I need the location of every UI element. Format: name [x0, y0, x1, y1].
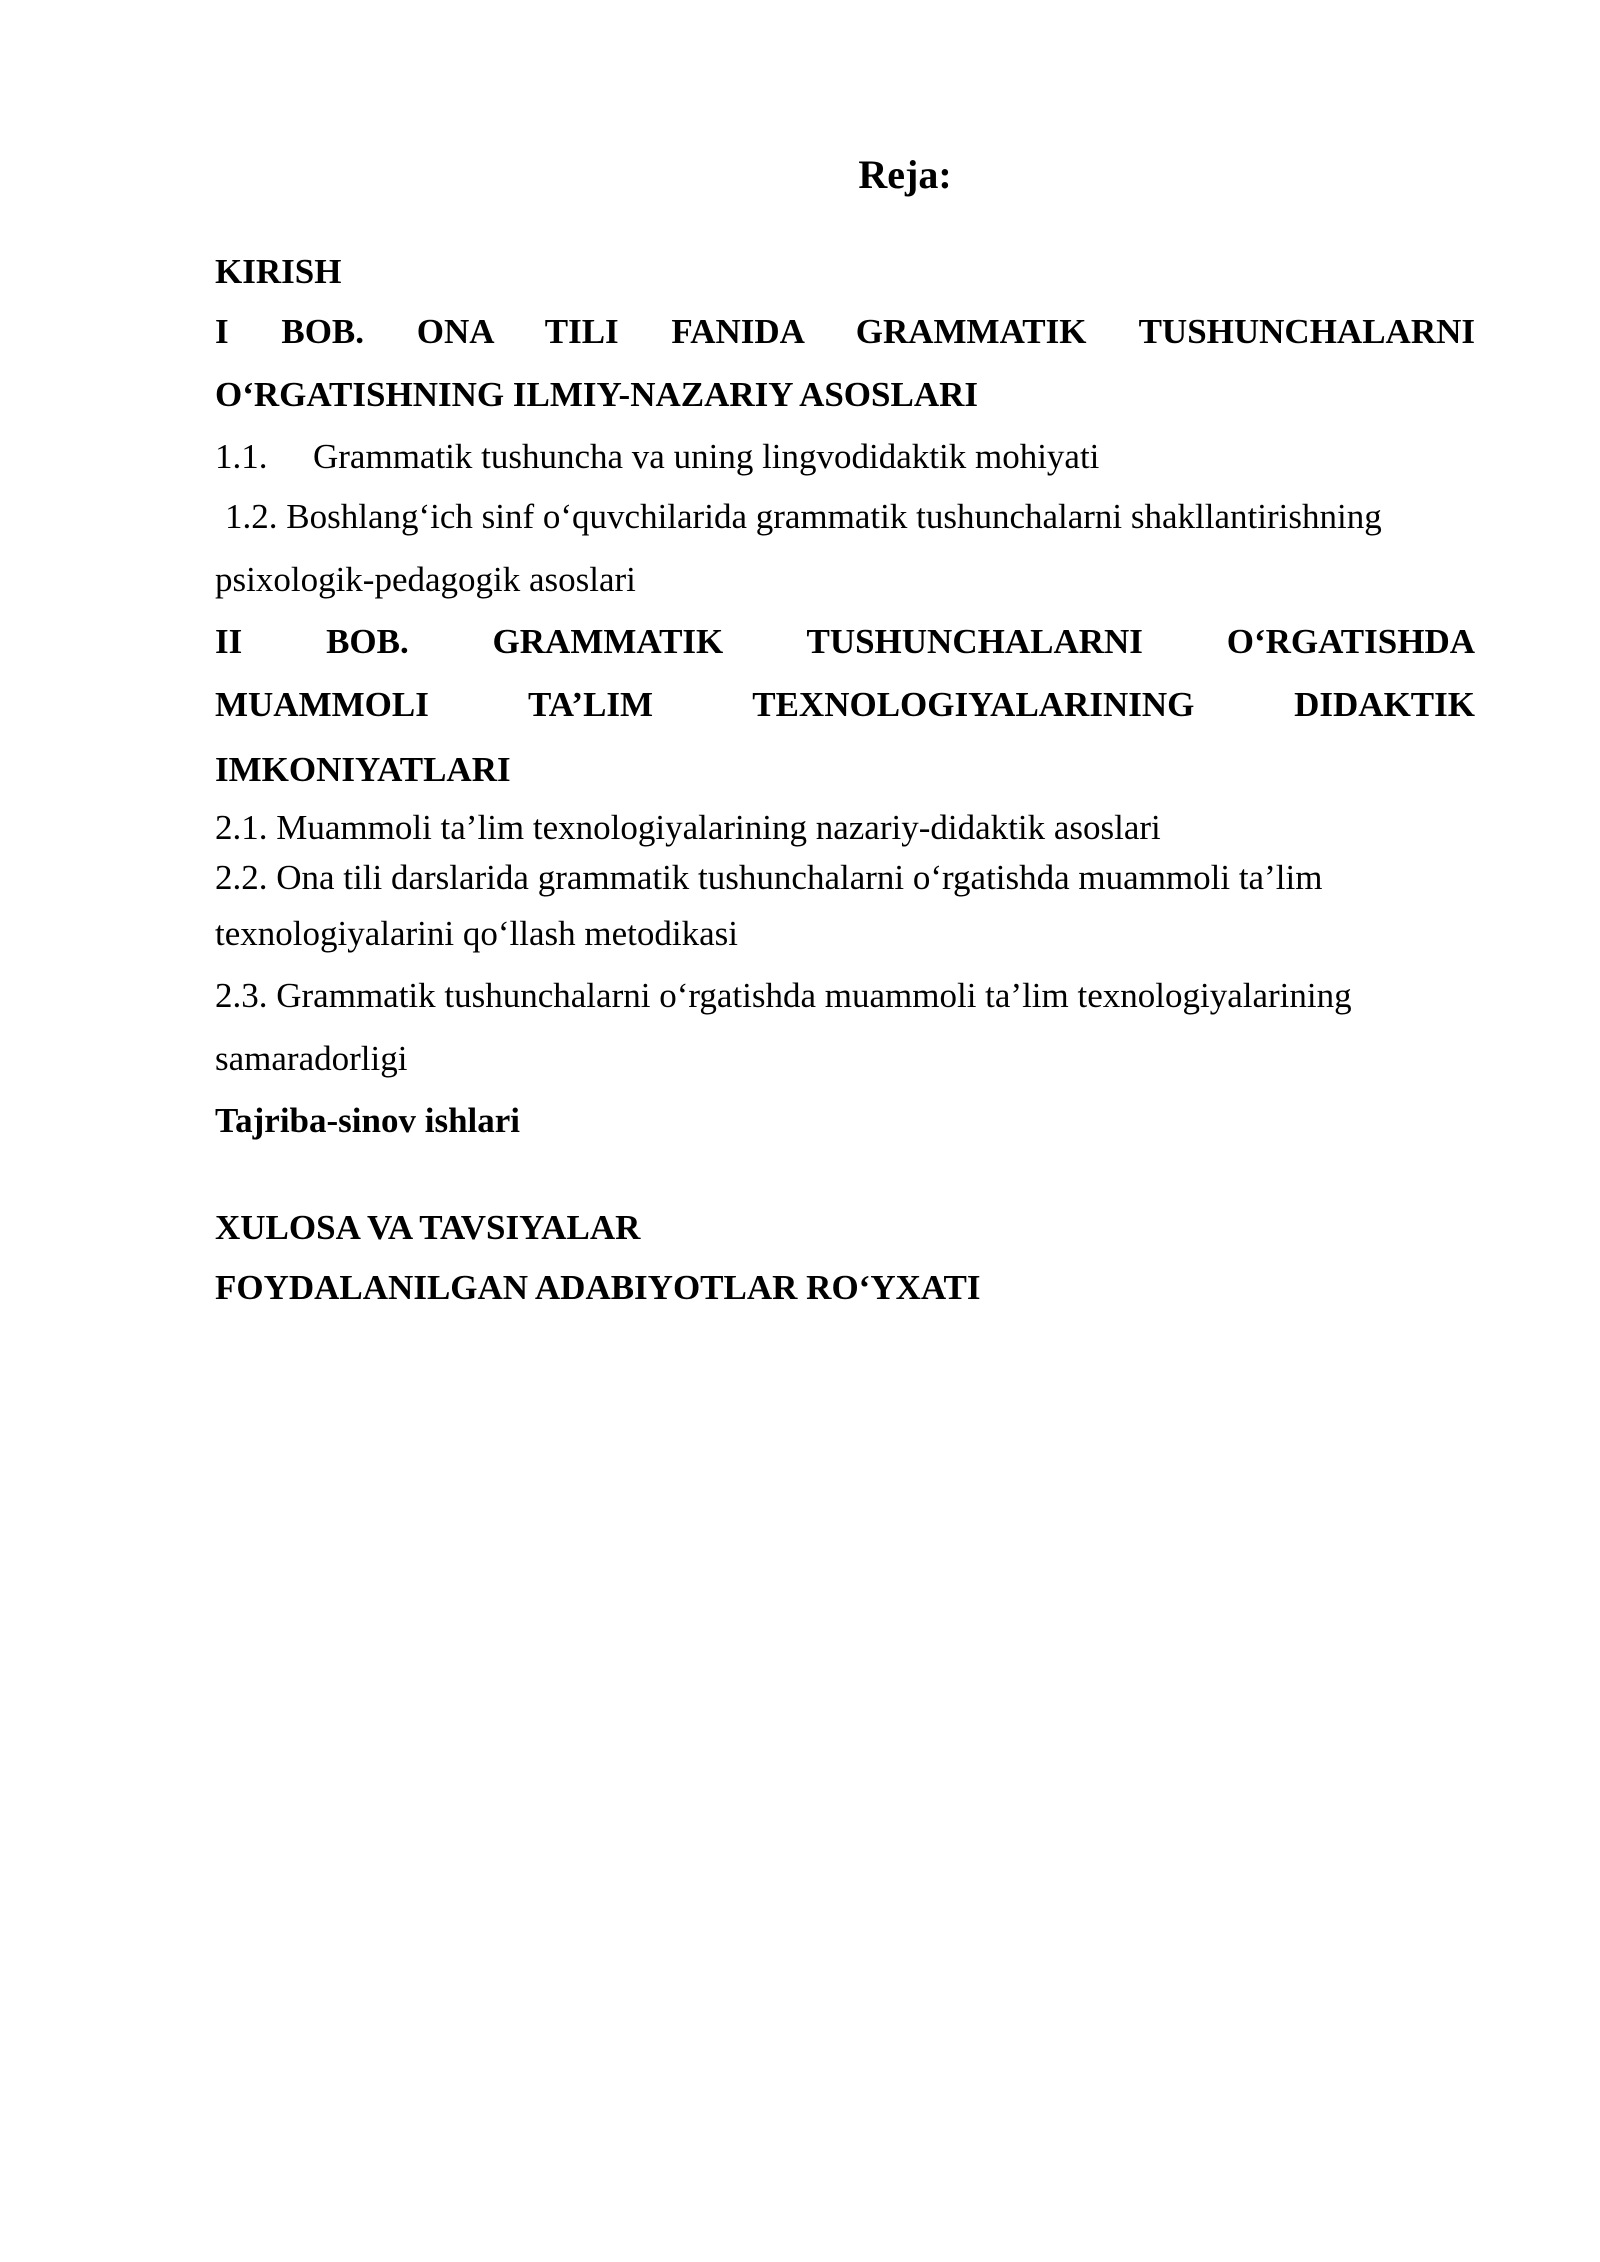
toc-section-1-2-line2: psixologik-pedagogik asoslari	[215, 560, 636, 599]
toc-experiment: Tajriba-sinov ishlari	[215, 1101, 521, 1140]
toc-kirish: KIRISH	[215, 252, 342, 291]
toc-chapter1-line1: I BOB. ONA TILI FANIDA GRAMMATIK TUSHUNCHALARNI	[215, 312, 1475, 351]
toc-conclusion: XULOSA VA TAVSIYALAR	[215, 1208, 641, 1247]
toc-chapter2-line3: IMKONIYATLARI	[215, 750, 511, 789]
toc-chapter2-line2: MUAMMOLI TA’LIM TEXNOLOGIYALARINING DIDAKTIK	[215, 685, 1475, 724]
spacer	[215, 1151, 1475, 1198]
toc-chapter2-line1: II BOB. GRAMMATIK TUSHUNCHALARNI O‘RGATISHDA	[215, 622, 1475, 661]
toc-section-2-3-line1: 2.3. Grammatik tushunchalarni o‘rgatishda muammoli ta’lim texnologiyalarining	[215, 976, 1352, 1015]
toc-references: FOYDALANILGAN ADABIYOTLAR RO‘YXATI	[215, 1268, 981, 1307]
toc-chapter1-line2: O‘RGATISHNING ILMIY-NAZARIY ASOSLARI	[215, 375, 979, 414]
toc-section-2-3-line2: samaradorligi	[215, 1039, 408, 1078]
section-number: 1.1.	[215, 437, 268, 476]
section-text: Grammatik tushuncha va uning lingvodidaktik mohiyati	[313, 437, 1100, 476]
toc-section-2-2-line1: 2.2. Ona tili darslarida grammatik tushunchalarni o‘rgatishda muammoli ta’lim	[215, 858, 1323, 897]
table-of-contents	[215, 242, 1475, 1318]
toc-section-1-1	[215, 427, 1475, 487]
toc-section-2-2-line2: texnologiyalarini qo‘llash metodikasi	[215, 914, 738, 953]
toc-section-1-2-line1: 1.2. Boshlang‘ich sinf o‘quvchilarida grammatik tushunchalarni shakllantirishning	[225, 497, 1382, 536]
page-title: Reja:	[858, 152, 952, 197]
toc-section-2-1: 2.1. Muammoli ta’lim texnologiyalarining nazariy-didaktik asoslari	[215, 808, 1161, 847]
